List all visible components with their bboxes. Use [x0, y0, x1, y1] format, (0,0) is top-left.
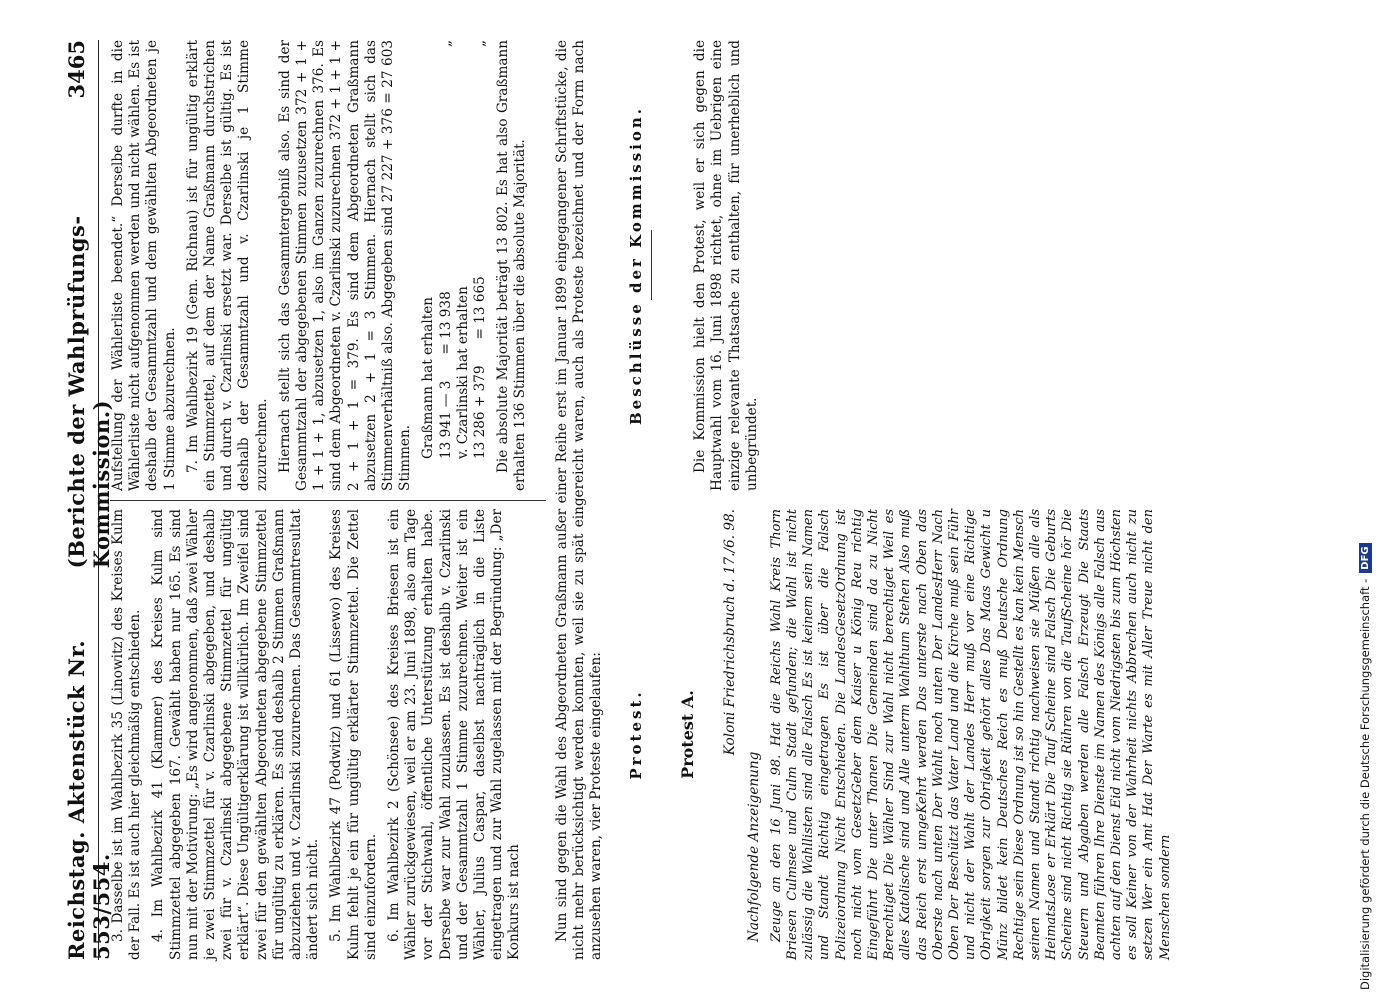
protest-heading: Protest.: [627, 689, 645, 780]
paragraph: 4. Im Wahlbezirk 41 (Klammer) des Kreises Kulm sind Stimmzettel abgegeben 167. Gewählt haben nur 165. Es sind nun mit der Motivirung: „Es wird angenommen, daß zwei Wähler je zwei Stimmzettel für v. Czarlinski abgegeben, und deshalb zwei für v. Czarlinski abgegebene Stimmzettel für ungültig erklärt“. Diese Ungültigerklärung ist willkürlich. Im Zweifel sind zwei für den gewählten Abgeordneten abgegebene Stimmzettel für ungültig zu erklären. Es sind deshalb 2 Stimmen Graßmann abzuziehen und v. Czarlinski zuzurechnen. Das Gesammtresultat ändert sich nicht.: [150, 509, 322, 960]
vote-tally: [420, 40, 489, 459]
protest-intro: Nachfolgende Anzeigenung: [745, 751, 762, 942]
paragraph: Nun sind gegen die Wahl des Abgeordneten Graßmann außer einer Reihe erst im Januar 1899 eingegangener Schriftstücke, die nicht mehr berücksichtigt werden konnten, weil sie zu spät eingereicht waren, auch als Proteste bezeichnet und der Form nach anzusehen waren, vier Proteste eingelaufen:: [554, 40, 605, 960]
protest-date: Koloni Friedrichsbruch d. 17./6. 98.: [722, 509, 739, 756]
paragraph: 6. Im Wahlbezirk 2 (Schönsee) des Kreises Briesen ist ein Wähler zurückgewiesen, weil er am 23. Juni 1898, also am Tage vor der Stichwahl, öffentliche Unterstützung erhalten habe. Derselbe war zur Wahl zuzulassen. Es ist deshalb v. Czarlinski und der Gesammtzahl 1 Stimme zuzurechnen. Weiter ist ein Wähler, Julius Caspar, daselbst nachträglich in die Liste eingetragen und zur Wahl zugelassen mit der Begründung: „Der Konkurs ist nach: [386, 509, 523, 960]
paragraph: Die Kommission hielt den Protest, weil er sich gegen die Hauptwahl vom 16. Juni 1898 richtet, ohne im Uebrigen eine einzige relevante Thatsache zu enthalten, für unerheblich und unbegründet.: [692, 40, 760, 491]
lower-two-column: [614, 40, 1180, 960]
vote-line: [438, 40, 455, 459]
page-number: 3465: [64, 40, 89, 99]
kommission-heading: Beschlüsse der Kommission.: [627, 106, 645, 425]
protest-body: Zeuge an den 16 Juni 98. Hat die Reichs Wahl Kreis Thorn Briesen Culmsee und Culm Stadt gefunden; die Wahl ist nicht zulässig die Wahllisten sind alle Falsch Es ist keinem sein Namen und Standt Richtig eingetragen Es ist über die Falsch Polizeiordnung Nicht Entschieden. Die LandesGesetzOrdnung ist noch nicht vom GesetzGeber dem Kaiser u König Reu richtig Eingeführt Die unter Thanen Die Gemeinden sind da zu Nicht Berechtiget Die Wähler Sind zur Wahl nicht berechtiget Weil es alles Katolische sind und Alle unterm Wahlthum Stehen Also muß das Reich erst umgeKehrt werden Das unterste nach Oben das Oberste nach unten Der Wahlt noch unten Der LandesHerr Nach Oben Der Beschützt das Vater Land und die Kirche muß sein Führ und nicht der Wahlt der Landes Herr muß vor eine Richtige Obrigkeit sorgen zur Obrigkeit gehört alles Das Maas Gewicht u Münz bildet kein Deutsches Reich es muß Deutsche Ordnung Rechtige sein Diese Ordnung ist so hin Gestellt es kan kein Mensch seinen Namen und Standt richtig nachweisen sie Müßen alle als HeimatsLose er Erklärt Die Tauf Scheine sind Falsch Die Geburts Scheine sind nicht Richtig sie Rühren von die TaufScheine hör Die Steuern und Abgaben werden alle Falsch Erzeugt Die Staats Beamten führen Ihre Dienste im Namen des Königs alle Falsch aus achten auf den Dienst Eid nicht vom Niedrigsten bis zum Höchsten es soll Keiner von der Wahrheit nichts Abbrechen auch nicht zu setzen Wer ein Amt Hat Der Warte es mit Aller Treue nicht den Menschen sondern: [768, 509, 1173, 960]
page-header: [64, 40, 114, 960]
lower-left-column: [614, 509, 1180, 960]
paragraph: 7. Im Wahlbezirk 19 (Gem. Richnau) ist für ungültig erklärt ein Stimmzettel, auf dem der Name Graßmann durchstrichen und durch v. Czarlinski ersetzt war. Derselbe ist gültig. Es ist deshalb der Gesammtzahl und v. Czarlinski je 1 Stimme zuzurechnen.: [184, 40, 270, 491]
paragraph: 3. Dasselbe ist im Wahlbezirk 35 (Linowitz) des Kreises Kulm der Fall. Es ist auch hier gleichmäßig entschieden.: [110, 509, 144, 960]
right-column: [110, 40, 536, 491]
vote-result: = 13 665: [472, 276, 489, 340]
vote-calc: 13 286 + 379: [472, 365, 489, 459]
paragraph: Die absolute Majorität beträgt 13 802. Es hat also Graßmann erhalten 136 Stimmen über die absolute Majorität.: [495, 40, 529, 491]
credit-text: Digitalisierung gefördert durch die Deutsche Forschungsgemeinschaft -: [1358, 578, 1372, 990]
paragraph: Aufstellung der Wählerliste beendet.“ Derselbe durfte in die Wählerliste nicht aufgenommen werden und nicht wählen. Es ist deshalb der Gesammtzahl und dem gewählten Abgeordneten je 1 Stimme abzurechnen.: [110, 40, 178, 491]
digitization-credit: [1355, 10, 1381, 990]
left-column: [110, 509, 536, 960]
vote-unit: „: [437, 40, 454, 48]
paragraph: Hiernach stellt sich das Gesammtergebniß also. Es sind der Gesammtzahl der abgegebenen Stimmen zuzusetzen 372 + 1 + 1 + 1 + 1, abzusetzen 1, also im Ganzen zuzurechnen 376. Es sind dem Abgeordneten v. Czarlinski zuzurechnen 372 + 1 + 1 + 2 + 1 + 1 = 379. Es sind dem Abgeordneten Graßmann abzusetzen 2 + 1 = 3 Stimmen. Hiernach stellt sich das Stimmenverhältniß also. Abgegeben sind 27 227 + 376 = 27 603 Stimmen.: [276, 40, 414, 491]
protest-a-heading: Protest A.: [678, 690, 698, 779]
full-width-section: [554, 40, 606, 960]
vote-label: v. Czarlinski hat erhalten: [454, 286, 471, 459]
vote-calc: 13 941 — 3: [437, 380, 454, 459]
header-left: Reichstag. Aktenstück Nr. 553/554.: [64, 639, 114, 960]
document-page: [18, 0, 1358, 1000]
vote-unit: „: [472, 40, 489, 48]
vote-line: [472, 40, 489, 459]
vote-label: Graßmann hat erhalten: [420, 296, 437, 459]
heading-rule: [651, 231, 652, 301]
two-column-body: [110, 40, 536, 960]
lower-right-column: [614, 40, 1180, 491]
dfg-logo: DFG: [1359, 543, 1372, 572]
paragraph: 5. Im Wahlbezirk 47 (Podwitz) und 61 (Lissewo) des Kreises Kulm fehlt je ein für ungültig erklärter Stimmzettel. Die Zettel sind einzufordern.: [328, 509, 379, 960]
vote-result: = 13 938: [437, 291, 454, 355]
header-center: (Berichte der Wahlprüfungs-Kommission.): [64, 215, 114, 569]
